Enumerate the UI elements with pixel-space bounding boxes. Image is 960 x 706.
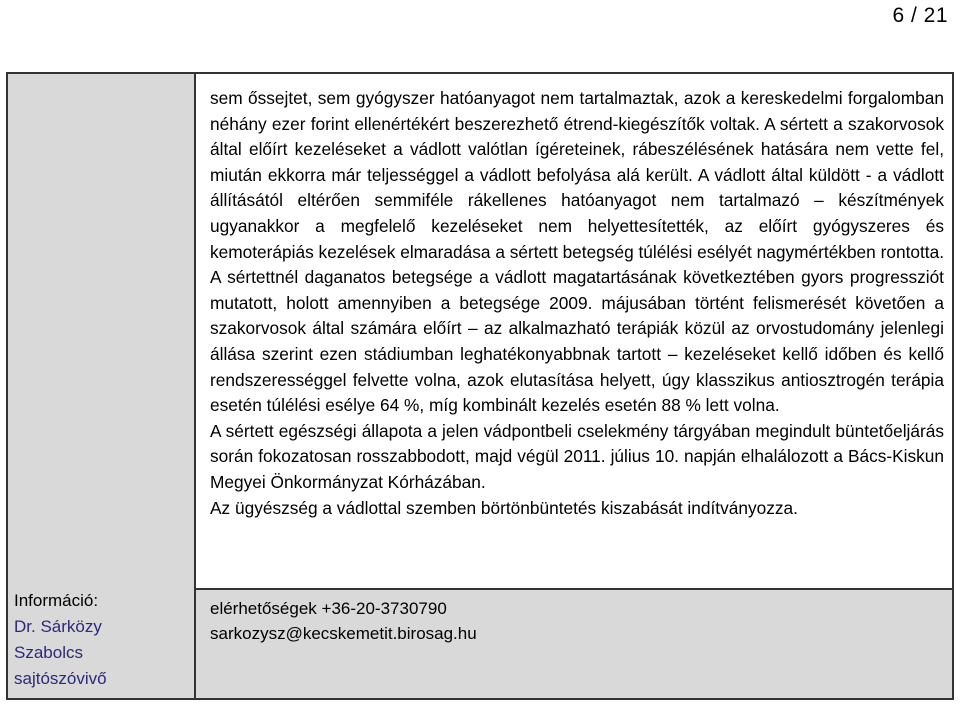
body-text [210, 86, 944, 521]
page-number: 6 / 21 [892, 4, 948, 27]
contact-phone: elérhetőségek +36-20-3730790 [210, 599, 447, 618]
spokesperson-name-line1: Dr. Sárközy [14, 617, 102, 636]
spokesperson-role: sajtószóvivő [14, 669, 107, 688]
paragraph: Az ügyészség a vádlottal szemben börtönbüntetés kiszabását indítványozza. [210, 497, 798, 518]
press-contact-info [14, 588, 107, 692]
info-label: Információ: [14, 591, 99, 610]
contact-email: sarkozysz@kecskemetit.birosag.hu [210, 624, 477, 643]
paragraph: A sértett egészségi állapota a jelen vádpontbeli cselekmény tárgyában megindult büntetőeljárás során fokozatosan rosszabbodott, majd végül 2011. július 10. napján elhalálozott a Bács-Kiskun Megyei Önkormányzat Kórházában. [210, 420, 944, 492]
contact-details [210, 596, 477, 646]
document-frame [6, 72, 954, 700]
main-content [196, 74, 952, 586]
spokesperson-name-line2: Szabolcs [14, 643, 83, 662]
paragraph: sem őssejtet, sem gyógyszer hatóanyagot nem tartalmaztak, azok a kereskedelmi forgalomban néhány ezer forint ellenértékért beszerezhető étrend-kiegészítők voltak. A sértett a szakorvosok által előírt kezeléseket a vádlott valótlan ígéreteinek, rábeszélésének hatására nem vette fel, miután ekkorra már teljességgel a vádlott befolyása alá került. A vádlott által küldött - a vádlott állításától eltérően semmiféle rákellenes hatóanyagot nem tartalmazó – készítmények ugyanakkor a megfelelő kezeléseket nem helyettesítették, az előírt gyógyszeres és kemoterápiás kezelések elmaradása a sértett betegség túlélési esélyét nagymértékben rontotta. A sértettnél daganatos betegsége a vádlott magatartásának következtében gyors progressziót mutatott, holott amennyiben a betegsége 2009. májusában történt felismerését követően a szakorvosok által számára előírt – az alkalmazható terápiák közül az orvostudomány jelenlegi állása szerint ezen stádiumban leghatékonyabbnak tartott – kezeléseket kellő időben és kellő rendszerességgel felvette volna, azok elutasítása helyett, úgy klasszikus antiosztrogén terápia esetén túlélési esélye 64 %, míg kombinált kezelés esetén 88 % lett volna. [210, 88, 944, 416]
sidebar [8, 74, 196, 698]
contact-footer [196, 588, 952, 698]
